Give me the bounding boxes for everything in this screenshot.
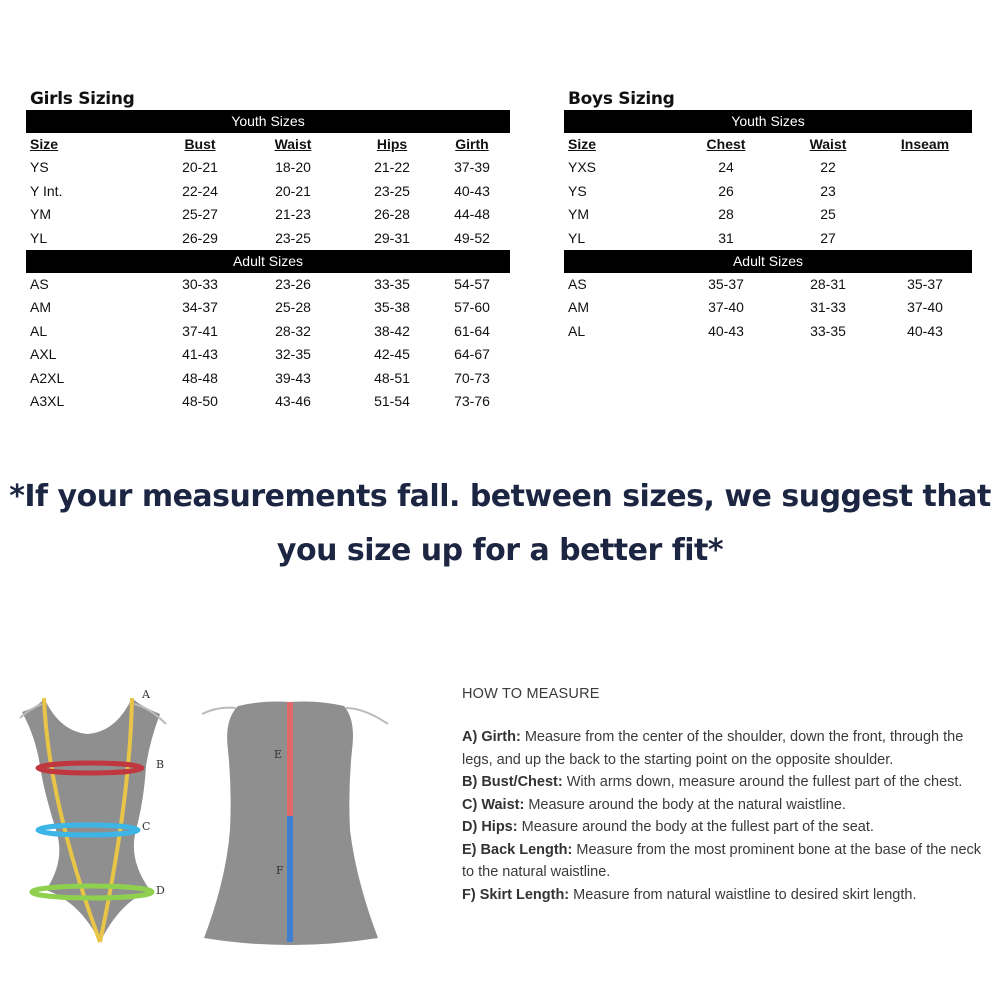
table-cell: 20-21 [182,159,218,176]
table-cell: 23 [820,182,836,199]
label-a: A [142,688,150,701]
table-row [26,180,510,203]
measure-text: Measure from the center of the shoulder, down the front, through the legs, and up the back to the starting point on the opposite shoulder. [462,729,964,768]
girls-sizing-table [26,88,510,413]
table-cell: 28-32 [275,322,311,339]
boys-youth-band: Youth Sizes [564,110,972,133]
table-row [26,203,510,226]
table-row [564,156,972,179]
header-chest: Chest [706,136,746,152]
table-cell: 70-73 [454,369,490,386]
table-cell: 22-24 [182,182,218,199]
table-cell: 20-21 [275,182,311,199]
header-size: Size [30,136,59,152]
table-cell: 37-39 [454,159,490,176]
table-cell: 26 [718,182,734,199]
boys-sizing-table [564,88,972,343]
label-c: C [142,820,151,833]
table-cell [878,227,972,250]
table-cell: 51-54 [374,392,410,409]
table-cell: 23-25 [275,229,311,246]
table-row [26,296,510,319]
table-cell [878,203,972,226]
girls-youth-band: Youth Sizes [26,110,510,133]
table-cell: YL [30,229,48,246]
table-cell: 28-31 [810,275,846,292]
measure-label: F) Skirt Length: [462,886,570,903]
girls-sizing-title: Girls Sizing [30,89,135,109]
measurement-diagram [0,680,440,980]
table-row [26,273,510,296]
table-cell: 41-43 [182,346,218,363]
boys-adult-band: Adult Sizes [564,250,972,273]
header-bust: Bust [184,136,216,152]
table-row [26,227,510,250]
table-cell: 26-29 [182,229,218,246]
table-cell: 57-60 [454,299,490,316]
label-e: E [274,748,283,761]
table-cell: 22 [820,159,836,176]
size-up-notice [0,470,1000,578]
table-cell: 35-37 [708,275,744,292]
boys-sizing-title: Boys Sizing [568,89,675,109]
table-cell: AS [568,275,587,292]
label-f: F [276,864,284,877]
table-cell: Y Int. [30,182,63,199]
table-row [26,343,510,366]
table-cell: 61-64 [454,322,490,339]
table-cell: 40-43 [454,182,490,199]
notice-line-1: *If your measurements fall. between sizes, we suggest that [9,479,991,514]
measure-text: Measure from natural waistline to desired skirt length. [573,886,917,903]
measure-label: E) Back Length: [462,841,573,858]
table-cell: AL [568,322,586,339]
table-row [26,390,510,413]
table-cell: AXL [30,346,57,363]
table-cell: 25-27 [182,206,218,223]
notice-line-2: you size up for a better fit* [276,533,724,568]
table-cell: 31-33 [810,299,846,316]
table-row [564,180,972,203]
boys-youth-rows [564,156,972,250]
how-to-measure-title: HOW TO MEASURE [462,686,600,702]
front-body-figure [20,688,166,942]
table-cell: YL [568,229,586,246]
table-cell [878,180,972,203]
table-cell: 73-76 [454,392,490,409]
table-cell: 49-52 [454,229,490,246]
table-cell: 32-35 [275,346,311,363]
table-cell: AS [30,275,49,292]
table-cell: 29-31 [374,229,410,246]
table-cell: 42-45 [374,346,410,363]
table-cell: YS [30,159,49,176]
table-row [564,227,972,250]
table-cell: AL [30,322,48,339]
table-cell: A2XL [30,369,65,386]
table-row [26,367,510,390]
table-row [564,320,972,343]
table-cell: 27 [820,229,836,246]
girls-adult-rows [26,273,510,413]
measure-text: Measure from the most prominent bone at the base of the neck to the natural waistline. [462,841,982,880]
back-body-figure [202,702,388,946]
table-cell: 30-33 [182,275,218,292]
table-row [564,203,972,226]
girls-adult-band: Adult Sizes [26,250,510,273]
table-cell: 23-25 [374,182,410,199]
measure-label: C) Waist: [462,796,525,813]
measure-item-back-length [462,839,982,884]
table-row [26,320,510,343]
measurement-figures [0,680,440,980]
header-size: Size [568,136,597,152]
table-cell: 37-40 [708,299,744,316]
measure-item-bust [462,771,982,794]
table-cell: 21-22 [374,159,410,176]
measure-label: D) Hips: [462,819,518,835]
boys-header-row [564,133,972,156]
measure-item-skirt-length [462,884,982,907]
table-cell: 31 [718,229,734,246]
header-hips: Hips [376,136,408,152]
table-cell: 25-28 [275,299,311,316]
table-cell: 48-48 [182,369,218,386]
measure-item-hips [462,816,982,839]
table-cell: 26-28 [374,206,410,223]
label-d: D [156,884,165,897]
table-cell: 28 [718,206,734,223]
table-cell: 33-35 [374,275,410,292]
measure-label: B) Bust/Chest: [462,774,563,790]
table-cell: 38-42 [374,322,410,339]
table-cell: 25 [820,206,836,223]
table-cell: YM [30,206,51,223]
header-waist: Waist [809,136,847,152]
header-girth: Girth [455,136,489,152]
table-cell: 24 [718,159,734,176]
measure-item-girth [462,726,982,771]
table-cell: 23-26 [275,275,311,292]
table-cell: 33-35 [810,322,846,339]
table-cell: 37-41 [182,322,218,339]
table-cell: AM [568,299,589,316]
measure-text: Measure around the body at the natural waistline. [528,796,846,813]
table-cell: YS [568,182,587,199]
table-cell: 35-37 [907,275,943,292]
measure-text: Measure around the body at the fullest part of the seat. [521,819,874,835]
measure-text: With arms down, measure around the fullest part of the chest. [566,774,963,790]
table-cell: 44-48 [454,206,490,223]
header-inseam: Inseam [900,136,950,152]
table-cell: 35-38 [374,299,410,316]
table-cell: 48-50 [182,392,218,409]
boys-adult-rows [564,273,972,343]
table-cell: 43-46 [275,392,311,409]
front-body-shape [22,698,160,942]
table-cell: 37-40 [907,299,943,316]
how-to-measure [462,686,982,906]
table-cell: 64-67 [454,346,490,363]
table-cell: A3XL [30,392,65,409]
girls-youth-rows [26,156,510,250]
table-cell: YXS [568,159,597,176]
measure-item-waist [462,794,982,817]
label-b: B [156,758,165,771]
table-cell [878,156,972,179]
header-waist: Waist [274,136,312,152]
girls-header-row [26,133,510,156]
table-row [564,273,972,296]
table-cell: 40-43 [708,322,744,339]
table-cell: 48-51 [374,369,410,386]
table-cell: 39-43 [275,369,311,386]
table-cell: 34-37 [182,299,218,316]
table-cell: 40-43 [907,322,943,339]
table-row [26,156,510,179]
table-cell: AM [30,299,51,316]
table-row [564,296,972,319]
table-cell: 54-57 [454,275,490,292]
measure-label: A) Girth: [462,729,521,745]
table-cell: 18-20 [275,159,311,176]
table-cell: YM [568,206,589,223]
table-cell: 21-23 [275,206,311,223]
